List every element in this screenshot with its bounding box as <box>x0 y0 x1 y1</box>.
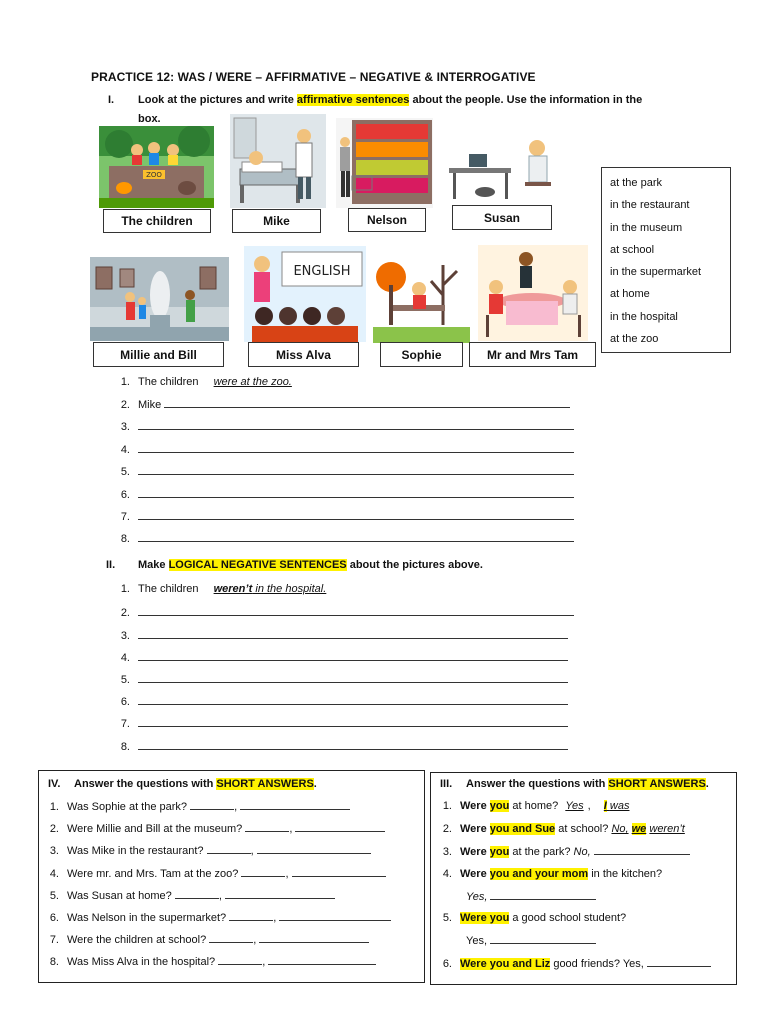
place-item: at the park <box>610 177 662 189</box>
section-2-instructions: Make LOGICAL NEGATIVE SENTENCES about the pictures above. <box>138 559 483 571</box>
page-title: PRACTICE 12: WAS / WERE – AFFIRMATIVE – NEGATIVE & INTERROGATIVE <box>91 70 536 84</box>
ex1-line-5[interactable]: 5. <box>110 463 574 479</box>
s3-question-3[interactable]: 3. Were you at the park? No, <box>438 843 690 859</box>
ex2-line-3[interactable]: 3. <box>110 627 568 643</box>
name-box-mike: Mike <box>232 209 321 233</box>
ex1-answer-example: were at the zoo. <box>213 376 292 388</box>
s3-question-4: 4. Were you and your mom in the kitchen? <box>442 868 663 880</box>
classroom-picture <box>244 246 366 342</box>
ex2-line-7[interactable]: 7. <box>110 715 568 731</box>
ex2-line-5[interactable]: 5. <box>110 671 568 687</box>
place-item: at the zoo <box>610 333 659 346</box>
hospital-picture <box>230 114 326 208</box>
s3-answer-4[interactable]: Yes, <box>466 888 596 904</box>
places-box <box>601 167 731 353</box>
home-picture <box>445 134 559 202</box>
ex2-line-1: 1. The children weren’t in the hospital. <box>120 583 327 595</box>
s4-question-1[interactable]: 1. Was Sophie at the park? , <box>45 798 350 814</box>
board-word-text: ENGLISH <box>293 264 351 279</box>
park-picture <box>373 255 470 343</box>
name-box-susan: Susan <box>452 205 552 230</box>
ex2-line-2[interactable]: 2. <box>110 604 574 620</box>
section-1-instructions-line2: box. <box>138 113 161 125</box>
place-item: in the hospital <box>610 310 678 323</box>
supermarket-picture <box>336 118 433 208</box>
s3-question-5: 5. Were you a good school student? <box>442 912 627 924</box>
restaurant-picture <box>478 245 588 341</box>
place-item: at school <box>610 243 655 256</box>
s4-question-2[interactable]: 2. Were Millie and Bill at the museum? , <box>45 820 385 836</box>
ex1-line-1: 1. The children were at the zoo. <box>110 374 306 390</box>
section-2-number: II. <box>106 559 116 571</box>
ex2-line-8[interactable]: 8. <box>110 738 568 754</box>
s4-question-7[interactable]: 7. Were the children at school? , <box>45 931 369 947</box>
s4-question-4[interactable]: 4. Were mr. and Mrs. Tam at the zoo? , <box>45 865 386 881</box>
ex1-line-4[interactable]: 4. <box>110 441 574 457</box>
name-box-mr-mrs-tam: Mr and Mrs Tam <box>469 342 596 367</box>
name-box-millie-bill: Millie and Bill <box>93 342 224 367</box>
place-item: in the supermarket <box>610 266 702 279</box>
ex1-line-7[interactable]: 7. <box>110 508 574 524</box>
place-item: at home <box>610 288 650 301</box>
ex1-line-6[interactable]: 6. <box>110 486 574 502</box>
s3-question-1: 1. Were you at home? Yes , I was <box>442 800 630 812</box>
s3-question-6[interactable]: 6. Were you and Liz good friends? Yes, <box>438 955 711 971</box>
s4-question-5[interactable]: 5. Was Susan at home? , <box>45 887 335 903</box>
section-4-heading: IV. Answer the questions with SHORT ANSWERS. <box>48 778 317 790</box>
ex1-line-8[interactable]: 8. <box>110 530 574 546</box>
museum-picture <box>90 257 229 341</box>
ex1-line-2[interactable]: 2. Mike <box>110 396 570 412</box>
ex1-line-3[interactable]: 3. <box>110 418 574 434</box>
name-box-sophie: Sophie <box>380 342 463 367</box>
s4-question-8[interactable]: 8. Was Miss Alva in the hospital? , <box>45 953 376 969</box>
s4-question-6[interactable]: 6. Was Nelson in the supermarket? , <box>45 909 391 925</box>
zoo-picture <box>99 126 214 208</box>
s3-answer-5[interactable]: Yes, <box>466 932 596 948</box>
ex2-line-4[interactable]: 4. <box>110 649 568 665</box>
place-item: in the museum <box>610 221 683 234</box>
s3-question-2: 2. Were you and Sue at school? No, we weren’t <box>442 823 685 835</box>
name-box-children: The children <box>103 209 211 233</box>
section-3-heading: III. Answer the questions with SHORT ANSWERS. <box>440 778 709 790</box>
name-box-nelson: Nelson <box>348 208 426 232</box>
ex2-line-6[interactable]: 6. <box>110 693 568 709</box>
place-item: in the restaurant <box>610 199 690 212</box>
section-1-instructions: Look at the pictures and write affirmative sentences about the people. Use the information in the <box>138 94 643 106</box>
name-box-miss-alva: Miss Alva <box>248 342 359 367</box>
zoo-sign-text: ZOO <box>146 171 162 179</box>
s4-question-3[interactable]: 3. Was Mike in the restaurant? , <box>45 842 371 858</box>
section-1-number: I. <box>108 94 115 106</box>
